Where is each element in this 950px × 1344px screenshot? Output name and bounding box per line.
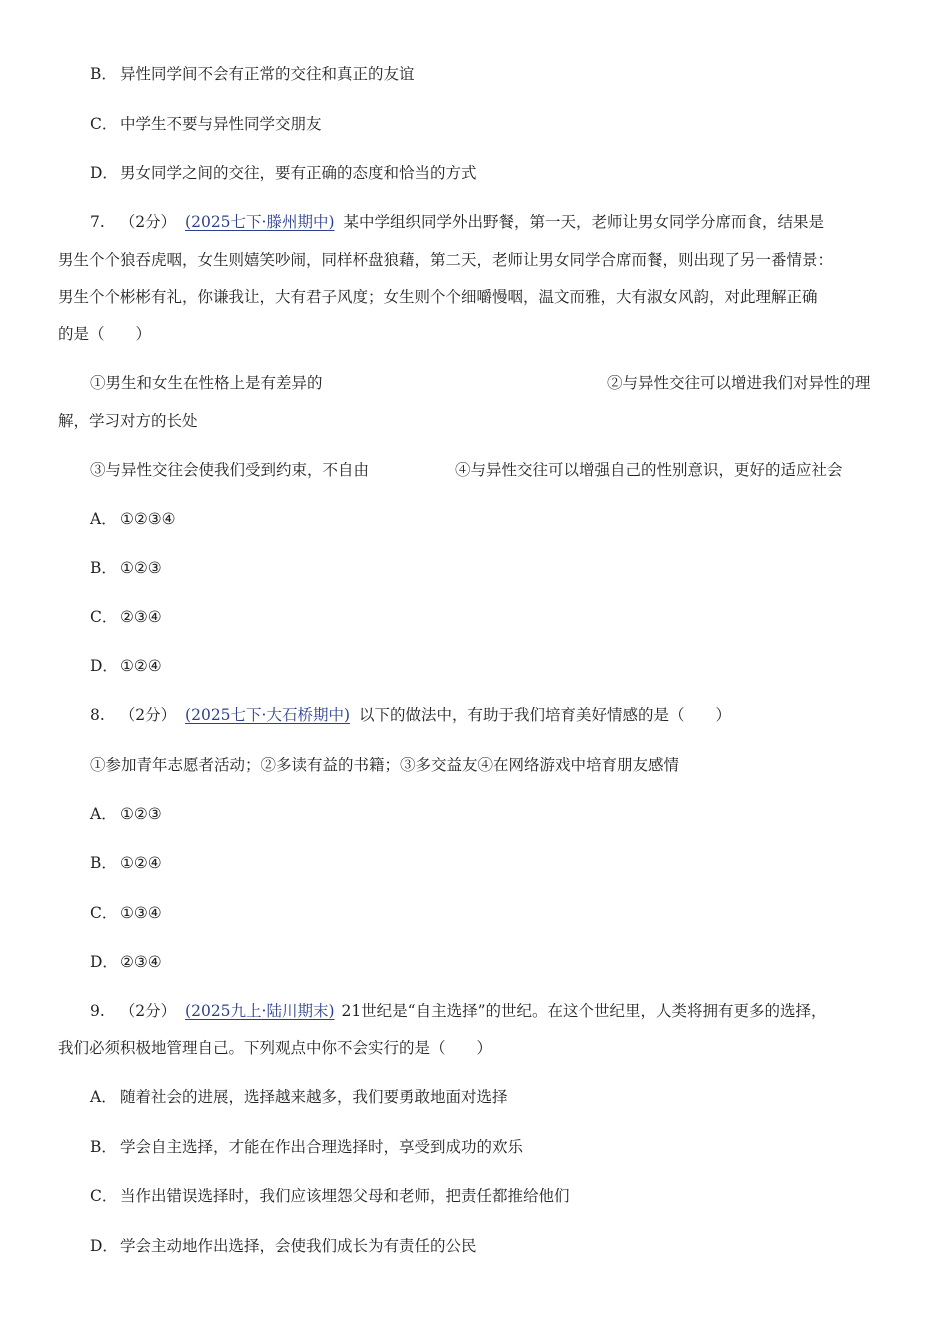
q6-option-d: [90, 163, 477, 183]
option-text: 中学生不要与异性同学交朋友: [120, 115, 322, 133]
question-source-link[interactable]: (2025九上·陆川期末): [185, 1002, 335, 1020]
q7-option-c: [90, 607, 162, 627]
q8-statement: ①参加青年志愿者活动；②多读有益的书籍；③多交益友④在网络游戏中培育朋友感情: [90, 756, 680, 774]
option-letter: B．: [90, 854, 117, 872]
q8-header: [90, 705, 731, 725]
question-stem: 某中学组织同学外出野餐，第一天，老师让男女同学分席而食，结果是: [343, 213, 824, 231]
q7-option-b: [90, 558, 162, 578]
q9-option-b: [90, 1137, 523, 1157]
option-letter: D．: [90, 953, 118, 971]
q7-stem-line-2: 男生个个狼吞虎咽，女生则嬉笑吵闹，同样杯盘狼藉，第二天，老师让男女同学合席而餐，则出现了另一番情景：: [58, 251, 834, 269]
option-text: ①②④: [120, 854, 162, 872]
option-text: ①②③④: [120, 510, 176, 528]
q6-option-c: [90, 114, 322, 134]
q8-option-b: [90, 853, 162, 873]
option-text: 学会自主选择，才能在作出合理选择时，享受到成功的欢乐: [120, 1138, 524, 1156]
option-text: ②③④: [120, 953, 162, 971]
question-score: （2分）: [119, 1002, 177, 1020]
option-text: ②③④: [120, 608, 162, 626]
question-number: 7.: [90, 213, 105, 231]
q9-option-c: [90, 1186, 570, 1206]
option-text: ①②④: [120, 657, 162, 675]
q7-statement-4: ④与异性交往可以增强自己的性别意识，更好的适应社会: [455, 461, 843, 479]
option-letter: C．: [90, 115, 118, 133]
q9-option-d: [90, 1236, 477, 1256]
q7-option-d: [90, 656, 162, 676]
question-number: 8.: [90, 706, 105, 724]
q8-option-a: [90, 804, 162, 824]
option-letter: A．: [90, 510, 117, 528]
q8-option-d: [90, 952, 162, 972]
question-score: （2分）: [119, 706, 177, 724]
q9-stem-line-2: 我们必须积极地管理自己。下列观点中你不会实行的是（ ）: [58, 1039, 493, 1057]
question-source-link[interactable]: (2025七下·大石桥期中): [185, 706, 351, 724]
q7-stem-line-3: 男生个个彬彬有礼，你谦我让，大有君子风度；女生则个个细嚼慢咽，温文而雅，大有淑女风韵，对此理解正确: [58, 288, 818, 306]
q6-option-b: [90, 64, 415, 84]
option-text: 学会主动地作出选择，会使我们成长为有责任的公民: [120, 1237, 477, 1255]
question-stem: 以下的做法中，有助于我们培育美好情感的是（ ）: [358, 706, 731, 724]
option-letter: B．: [90, 1138, 117, 1156]
q7-statement-2: ②与异性交往可以增进我们对异性的理: [607, 374, 871, 392]
q7-header: [90, 212, 824, 232]
option-text: 异性同学间不会有正常的交往和真正的友谊: [120, 65, 415, 83]
option-text: 随着社会的进展，选择越来越多，我们要勇敢地面对选择: [120, 1088, 508, 1106]
option-text: 男女同学之间的交往，要有正确的态度和恰当的方式: [120, 164, 477, 182]
option-letter: B．: [90, 65, 117, 83]
option-letter: C．: [90, 904, 118, 922]
q7-statement-2-cont: 解，学习对方的长处: [58, 412, 198, 430]
option-text: ①②③: [120, 559, 162, 577]
option-letter: A．: [90, 1088, 117, 1106]
q8-option-c: [90, 903, 162, 923]
option-text: 当作出错误选择时，我们应该埋怨父母和老师，把责任都推给他们: [120, 1187, 570, 1205]
question-score: （2分）: [119, 213, 177, 231]
option-letter: B．: [90, 559, 117, 577]
q9-header: [90, 1001, 827, 1021]
q9-option-a: [90, 1087, 508, 1107]
option-letter: C．: [90, 1187, 118, 1205]
option-text: ①③④: [120, 904, 162, 922]
option-letter: D．: [90, 657, 118, 675]
q7-stem-line-4: 的是（ ）: [58, 325, 152, 343]
q7-statement-1: ①男生和女生在性格上是有差异的: [90, 374, 323, 392]
option-letter: A．: [90, 805, 117, 823]
option-letter: C．: [90, 608, 118, 626]
q7-option-a: [90, 509, 176, 529]
question-stem: 21世纪是“自主选择”的世纪。在这个世纪里，人类将拥有更多的选择，: [341, 1002, 827, 1020]
question-source-link[interactable]: (2025七下·滕州期中): [185, 213, 335, 231]
option-letter: D．: [90, 164, 118, 182]
option-text: ①②③: [120, 805, 162, 823]
question-number: 9.: [90, 1002, 105, 1020]
option-letter: D．: [90, 1237, 118, 1255]
q7-statement-3: ③与异性交往会使我们受到约束，不自由: [90, 461, 370, 479]
